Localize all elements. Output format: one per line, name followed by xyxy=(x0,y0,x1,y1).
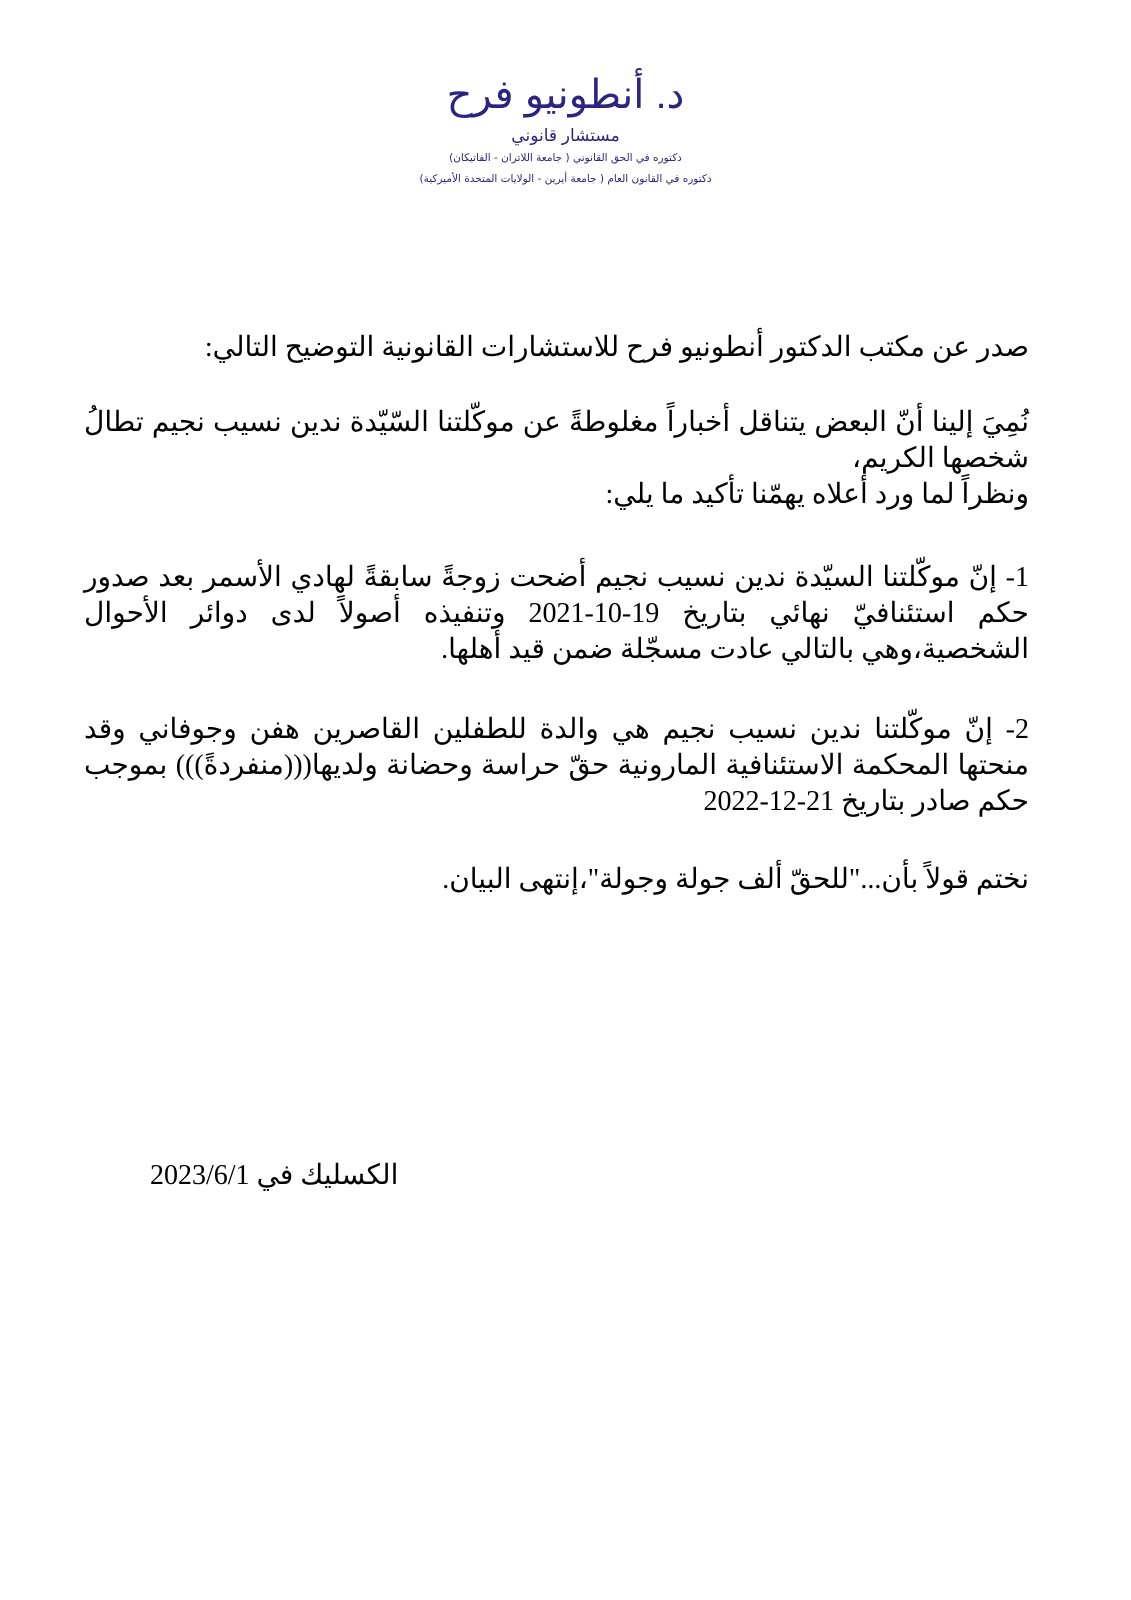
statement-rumor: نُمِيَ إلينا أنّ البعض يتناقل أخباراً مغلوطةً عن موكّلتنا السّيّدة ندين نسيب نجيم تطالُ شخصها الكريم، xyxy=(84,407,1029,474)
statement-item-2: 2- إنّ موكّلتنا ندين نسيب نجيم هي والدة للطفلين القاصرين هفن وجوفاني وقد منحتها المحكمة الاستئنافية المارونية حقّ حراسة وحضانة ولديها(((منفردةً))) بموجب حكم صادر بتاريخ 21-12-2022 xyxy=(84,714,1029,817)
statement-closing: نختم قولاً بأن..."للحقّ ألف جولة وجولة"،إنتهى البيان. xyxy=(442,864,1029,895)
letterhead-name: د. أنطونيو فرح xyxy=(446,73,685,117)
statement-reason: ونظراً لما ورد أعلاه يهمّنا تأكيد ما يلي: xyxy=(605,479,1029,510)
letterhead xyxy=(0,68,1131,190)
letterhead-degree-1: دكتوره في الحق القانوني ( جامعة اللاتران - الفاتيكان) xyxy=(449,152,682,164)
statement-intro: صدر عن مكتب الدكتور أنطونيو فرح للاستشارات القانونية التوضيح التالي: xyxy=(204,332,1029,363)
statement-rumor-block xyxy=(84,405,1029,513)
letterhead-title: مستشار قانوني xyxy=(511,126,620,145)
place-date: الكسليك في 2023/6/1 xyxy=(150,1160,399,1191)
statement-item-1: 1- إنّ موكّلتنا السيّدة ندين نسيب نجيم أضحت زوجةً سابقةً لهادي الأسمر بعد صدور حكم استئنافيّ نهائي بتاريخ 19-10-2021 وتنفيذه أصولاً لدى دوائر الأحوال الشخصية،وهي بالتالي عادت مسجّلة ضمن قيد أهلها. xyxy=(84,562,1029,665)
letterhead-degree-2: دكتوره في القانون العام ( جامعة أيرين - الولايات المتحدة الأميركية) xyxy=(419,173,712,185)
